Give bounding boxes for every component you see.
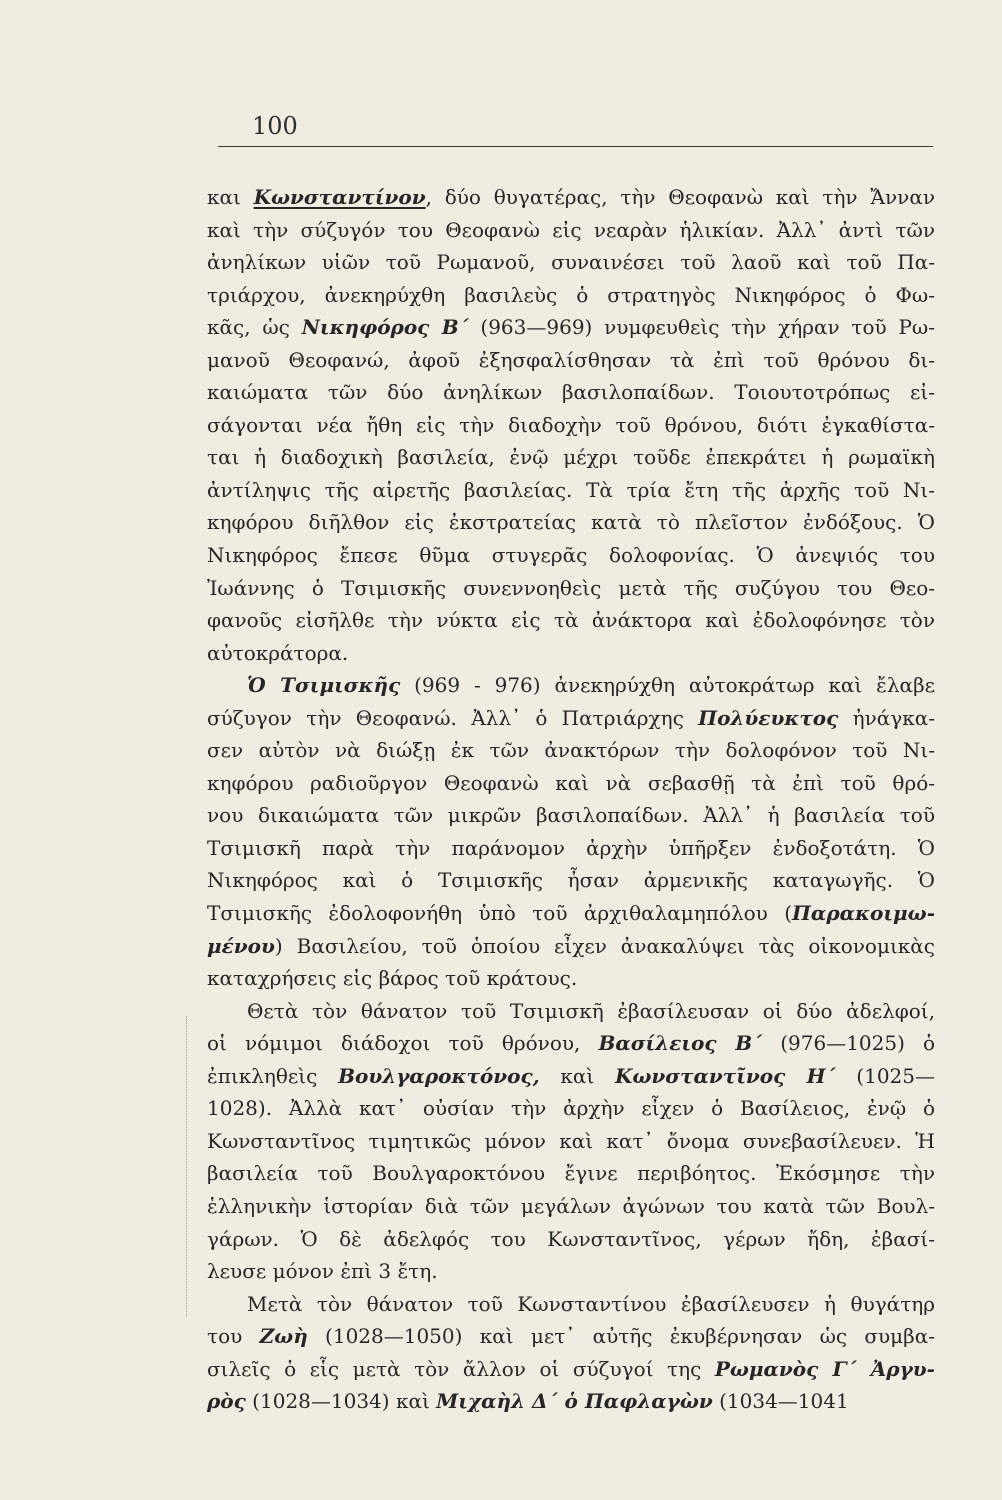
text-line: κᾶς, ὡς Νικηφόρος Β΄ (963—969) νυμφευθεὶς τὴν χήραν τοῦ Ρω-	[207, 315, 935, 340]
text-line: αὐτοκράτορα.	[207, 640, 349, 665]
header-rule	[218, 146, 933, 147]
text-line: μανοῦ Θεοφανώ, ἀφοῦ ἐξησφαλίσθησαν τὰ ἐπὶ τοῦ θρόνου δι-	[207, 347, 935, 372]
text-line: ἑλληνικὴν ἱστορίαν διὰ τῶν μεγάλων ἀγώνων του κατὰ τῶν Βουλ-	[207, 1193, 935, 1218]
body-text	[207, 181, 935, 1418]
text-line: ται ἡ διαδοχικὴ βασιλεία, ἐνῷ μέχρι τοῦδε ἐπεκράτει ἡ ρωμαϊκὴ	[207, 445, 935, 470]
text-line: νου δικαιώματα τῶν μικρῶν βασιλοπαίδων. Ἀλλ᾽ ἡ βασιλεία τοῦ	[207, 803, 935, 828]
text-line: καταχρήσεις εἰς βάρος τοῦ κράτους.	[207, 966, 578, 991]
text-line: σεν αὐτὸν νὰ διώξῃ ἐκ τῶν ἀνακτόρων τὴν δολοφόνον τοῦ Νι-	[207, 738, 935, 763]
paragraph	[207, 995, 935, 1288]
text-line: του Ζωὴ (1028—1050) καὶ μετ᾽ αὐτῆς ἐκυβέρνησαν ὡς συμβα-	[207, 1324, 935, 1349]
text-line: καιώματα τῶν δύο ἀνηλίκων βασιλοπαίδων. Τοιουτοτρόπως εἰ-	[207, 380, 935, 405]
text-line: ἐπικληθεὶς Βουλγαροκτόνος, καὶ Κωνσταντῖνος Η΄ (1025—	[207, 1063, 935, 1088]
text-line: Τσιμισκῆς ἐδολοφονήθη ὑπὸ τοῦ ἀρχιθαλαμηπόλου (Παρακοιμω-	[207, 901, 935, 926]
text-line: λευσε μόνον ἐπὶ 3 ἔτη.	[207, 1259, 438, 1284]
paragraph	[207, 1288, 935, 1418]
paragraph	[207, 669, 935, 994]
text-line: κηφόρου διῆλθον εἰς ἐκστρατείας κατὰ τὸ πλεῖστον ἐνδόξους. Ὁ	[207, 510, 935, 535]
text-line: ἀντίληψις τῆς αἱρετῆς βασιλείας. Τὰ τρία ἔτη τῆς ἀρχῆς τοῦ Νι-	[207, 477, 935, 502]
text-line: Τσιμισκῆ παρὰ τὴν παράνομον ἀρχὴν ὑπῆρξεν ἐνδοξοτάτη. Ὁ	[207, 835, 935, 860]
text-line: σύζυγον τὴν Θεοφανώ. Ἀλλ᾽ ὁ Πατριάρχης Πολύευκτος ἠνάγκα-	[207, 705, 935, 730]
text-line: φανοῦς εἰσῆλθε τὴν νύκτα εἰς τὰ ἀνάκτορα καὶ ἐδολοφόνησε τὸν	[207, 608, 935, 633]
paragraph	[207, 181, 935, 669]
text-line: σάγονται νέα ἤθη εἰς τὴν διαδοχὴν τοῦ θρόνου, διότι ἐγκαθίστα-	[207, 412, 935, 437]
text-line: σιλεῖς ὁ εἷς μετὰ τὸν ἄλλον οἱ σύζυγοί της Ρωμανὸς Γ΄ Ἀργυ-	[207, 1356, 935, 1381]
text-line: ρὸς (1028—1034) καὶ Μιχαὴλ Δ΄ ὁ Παφλαγὼν (1034—1041	[207, 1389, 849, 1414]
text-line: οἱ νόμιμοι διάδοχοι τοῦ θρόνου, Βασίλειος Β΄ (976—1025) ὁ	[207, 1031, 935, 1056]
page-number: 100	[252, 112, 298, 140]
text-line: καὶ τὴν σύζυγόν του Θεοφανὼ εἰς νεαρὰν ἡλικίαν. Ἀλλ᾽ ἀντὶ τῶν	[207, 217, 935, 242]
text-line: Θετὰ τὸν θάνατον τοῦ Τσιμισκῆ ἐβασίλευσαν οἱ δύο ἀδελφοί,	[247, 998, 935, 1023]
text-line: μένου) Βασιλείου, τοῦ ὁποίου εἶχεν ἀνακαλύψει τὰς οἰκονομικὰς	[207, 933, 935, 958]
text-line: ἀνηλίκων υἱῶν τοῦ Ρωμανοῦ, συναινέσει τοῦ λαοῦ καὶ τοῦ Πα-	[207, 250, 935, 275]
text-line: κηφόρου ραδιοῦργον Θεοφανὼ καὶ νὰ σεβασθῇ τὰ ἐπὶ τοῦ θρό-	[207, 770, 935, 795]
text-line: γάρων. Ὁ δὲ ἀδελφός του Κωνσταντῖνος, γέρων ἤδη, ἐβασί-	[207, 1226, 935, 1251]
text-line: Νικηφόρος ἔπεσε θῦμα στυγερᾶς δολοφονίας. Ὁ ἀνεψιός του	[207, 543, 935, 568]
text-line: και Κωνσταντίνον, δύο θυγατέρας, τὴν Θεοφανὼ καὶ τὴν Ἄνναν	[207, 185, 935, 209]
text-line: τριάρχου, ἀνεκηρύχθη βασιλεὺς ὁ στρατηγὸς Νικηφόρος ὁ Φω-	[207, 282, 935, 307]
text-line: Μετὰ τὸν θάνατον τοῦ Κωνσταντίνου ἐβασίλευσεν ἡ θυγάτηρ	[247, 1291, 935, 1316]
text-line: βασιλεία τοῦ Βουλγαροκτόνου ἔγινε περιβόητος. Ἐκόσμησε τὴν	[207, 1161, 935, 1186]
text-line: Νικηφόρος καὶ ὁ Τσιμισκῆς ἦσαν ἀρμενικῆς καταγωγῆς. Ὁ	[207, 868, 935, 893]
text-line: Κωνσταντῖνος τιμητικῶς μόνον καὶ κατ᾽ ὄνομα συνεβασίλευεν. Ἡ	[207, 1128, 935, 1153]
margin-pencil-mark	[186, 1016, 187, 1316]
text-line: 1028). Ἀλλὰ κατ᾽ οὐσίαν τὴν ἀρχὴν εἶχεν ὁ Βασίλειος, ἐνῷ ὁ	[207, 1096, 935, 1121]
text-line: Ἰωάννης ὁ Τσιμισκῆς συνεννοηθεὶς μετὰ τῆς συζύγου του Θεο-	[207, 575, 935, 600]
text-line: Ὁ Τσιμισκῆς (969 - 976) ἀνεκηρύχθη αὐτοκράτωρ καὶ ἔλαβε	[247, 673, 935, 698]
